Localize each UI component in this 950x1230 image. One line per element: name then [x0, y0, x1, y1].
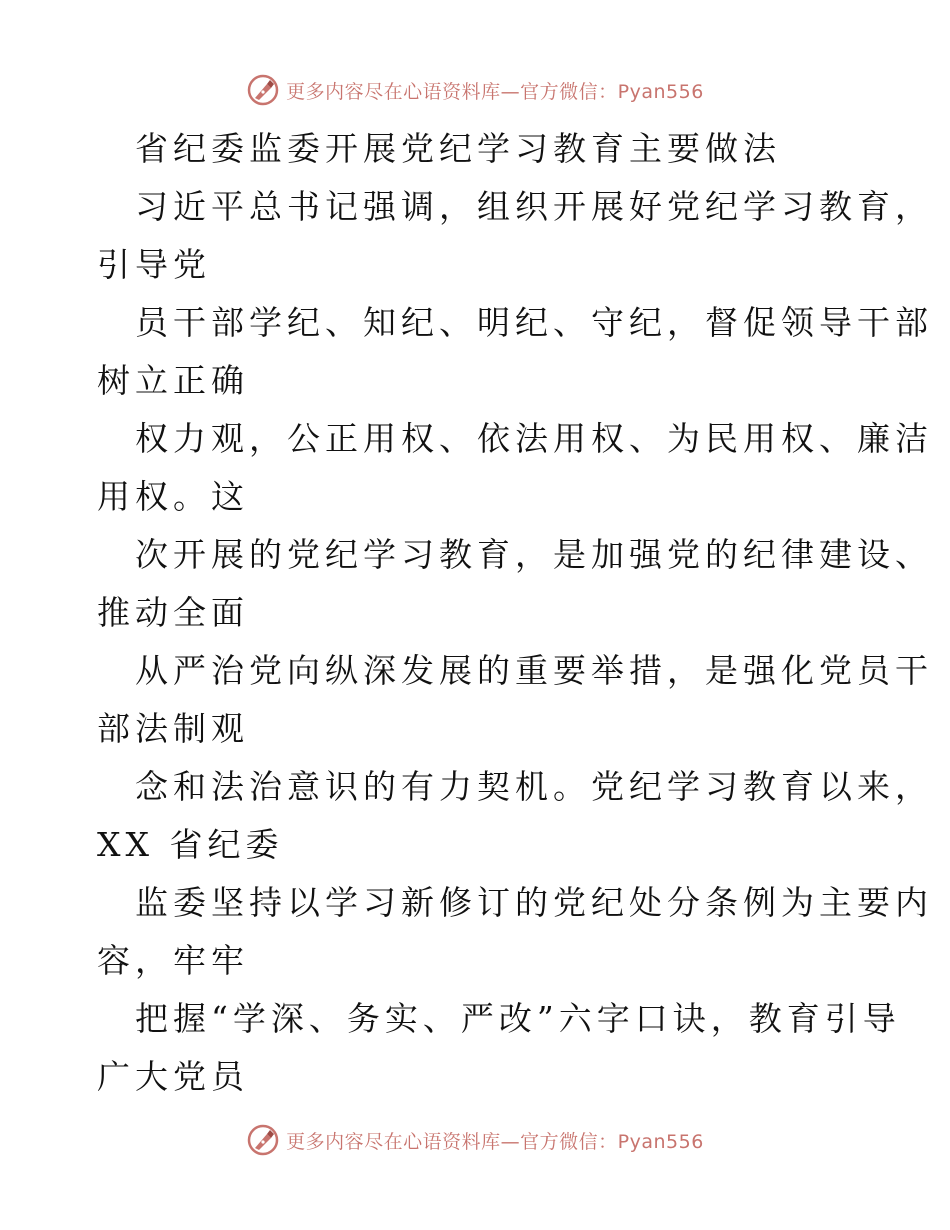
text-line: 引导党 — [97, 245, 211, 284]
header-watermark — [0, 70, 950, 110]
pen-nib-logo-icon — [246, 1123, 280, 1157]
document-title: 省纪委监委开展党纪学习教育主要做法 — [135, 129, 781, 168]
text-line: 把握“学深、务实、严改”六字口诀，教育引导 — [135, 999, 901, 1038]
footer-watermark — [0, 1120, 950, 1160]
text-line: 监委坚持以学习新修订的党纪处分条例为主要内 — [135, 883, 933, 922]
text-line: 念和法治意识的有力契机。党纪学习教育以来， — [135, 767, 933, 806]
text-line: 容，牢牢 — [97, 941, 249, 980]
text-line: 员干部学纪、知纪、明纪、守纪，督促领导干部 — [135, 303, 933, 342]
text-line: 从严治党向纵深发展的重要举措，是强化党员干 — [135, 651, 933, 690]
text-line: 部法制观 — [97, 709, 249, 748]
text-line: 次开展的党纪学习教育，是加强党的纪律建设、 — [135, 535, 933, 574]
text-line: 广大党员 — [97, 1057, 249, 1096]
watermark-text: 更多内容尽在心语资料库—官方微信：Pyan556 — [286, 1130, 704, 1153]
text-line: 习近平总书记强调，组织开展好党纪学习教育， — [135, 187, 933, 226]
watermark-text: 更多内容尽在心语资料库—官方微信：Pyan556 — [286, 80, 704, 103]
text-line: XX 省纪委 — [97, 825, 284, 864]
pen-nib-logo-icon — [246, 73, 280, 107]
text-line: 用权。这 — [97, 477, 249, 516]
text-line: 推动全面 — [97, 593, 249, 632]
text-line: 权力观，公正用权、依法用权、为民用权、廉洁 — [135, 419, 933, 458]
document-body — [97, 120, 933, 1106]
text-line: 树立正确 — [97, 361, 249, 400]
